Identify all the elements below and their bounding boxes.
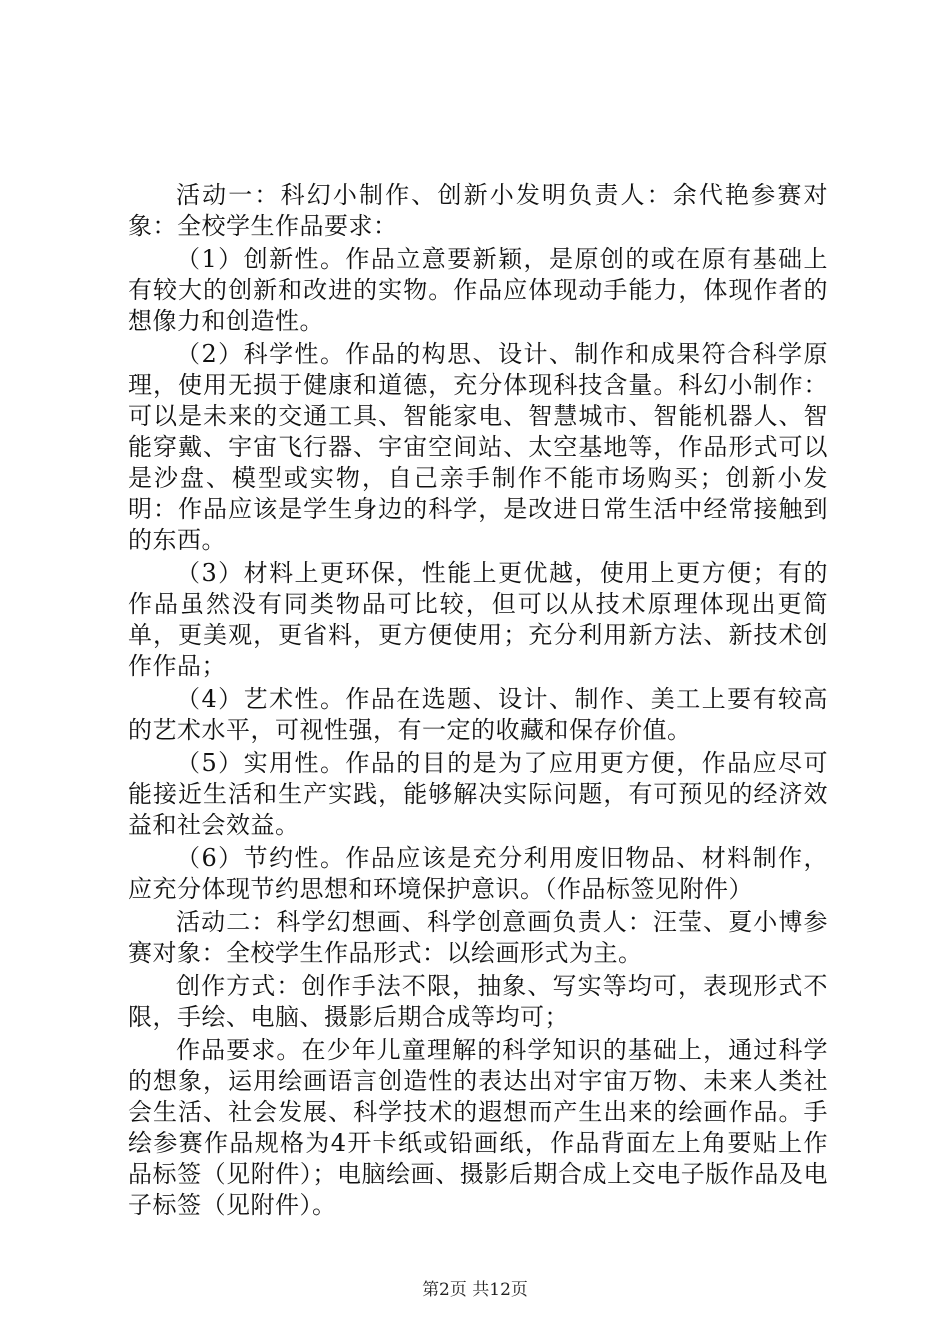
paragraph-activity-two: 活动二：科学幻想画、科学创意画负责人：汪莹、夏小博参赛对象：全校学生作品形式：以绘画形式为主。 [128,908,828,967]
document-body [128,180,828,1221]
paragraph-creation-method: 创作方式：创作手法不限，抽象、写实等均可，表现形式不限，手绘、电脑、摄影后期合成等均可； [128,972,828,1031]
paragraph-activity-one: 活动一：科幻小制作、创新小发明负责人：余代艳参赛对象：全校学生作品要求： [128,181,828,240]
page-number-footer: 第2页 共12页 [422,1280,528,1300]
paragraph-scientific: （2）科学性。作品的构思、设计、制作和成果符合科学原理，使用无损于健康和道德，充分体现科技含量。科幻小制作：可以是未来的交通工具、智能家电、智慧城市、智能机器人、智能穿戴、宇宙飞行器、宇宙空间站、太空基地等，作品形式可以是沙盘、模型或实物，自己亲手制作不能市场购买；创新小发明：作品应该是学生身边的科学，是改进日常生活中经常接触到的东西。 [128,340,828,554]
paragraph-economical: （6）节约性。作品应该是充分利用废旧物品、材料制作，应充分体现节约思想和环境保护意识。（作品标签见附件） [128,844,828,903]
paragraph-practical: （5）实用性。作品的目的是为了应用更方便，作品应尽可能接近生活和生产实践，能够解决实际问题，有可预见的经济效益和社会效益。 [128,749,828,839]
paragraph-innovation: （1）创新性。作品立意要新颖，是原创的或在原有基础上有较大的创新和改进的实物。作品应体现动手能力，体现作者的想像力和创造性。 [128,245,828,335]
paragraph-artistic: （4）艺术性。作品在选题、设计、制作、美工上要有较高的艺术水平，可视性强，有一定的收藏和保存价值。 [128,685,828,744]
paragraph-materials: （3）材料上更环保，性能上更优越，使用上更方便；有的作品虽然没有同类物品可比较，但可以从技术原理体现出更简单，更美观，更省料，更方便使用；充分利用新方法、新技术创作作品； [128,559,828,680]
paragraph-work-requirements: 作品要求。在少年儿童理解的科学知识的基础上，通过科学的想象，运用绘画语言创造性的表达出对宇宙万物、未来人类社会生活、社会发展、科学技术的遐想而产生出来的绘画作品。手绘参赛作品规格为4开卡纸或铅画纸，作品背面左上角要贴上作品标签（见附件）；电脑绘画、摄影后期合成上交电子版作品及电子标签（见附件）。 [128,1036,828,1219]
